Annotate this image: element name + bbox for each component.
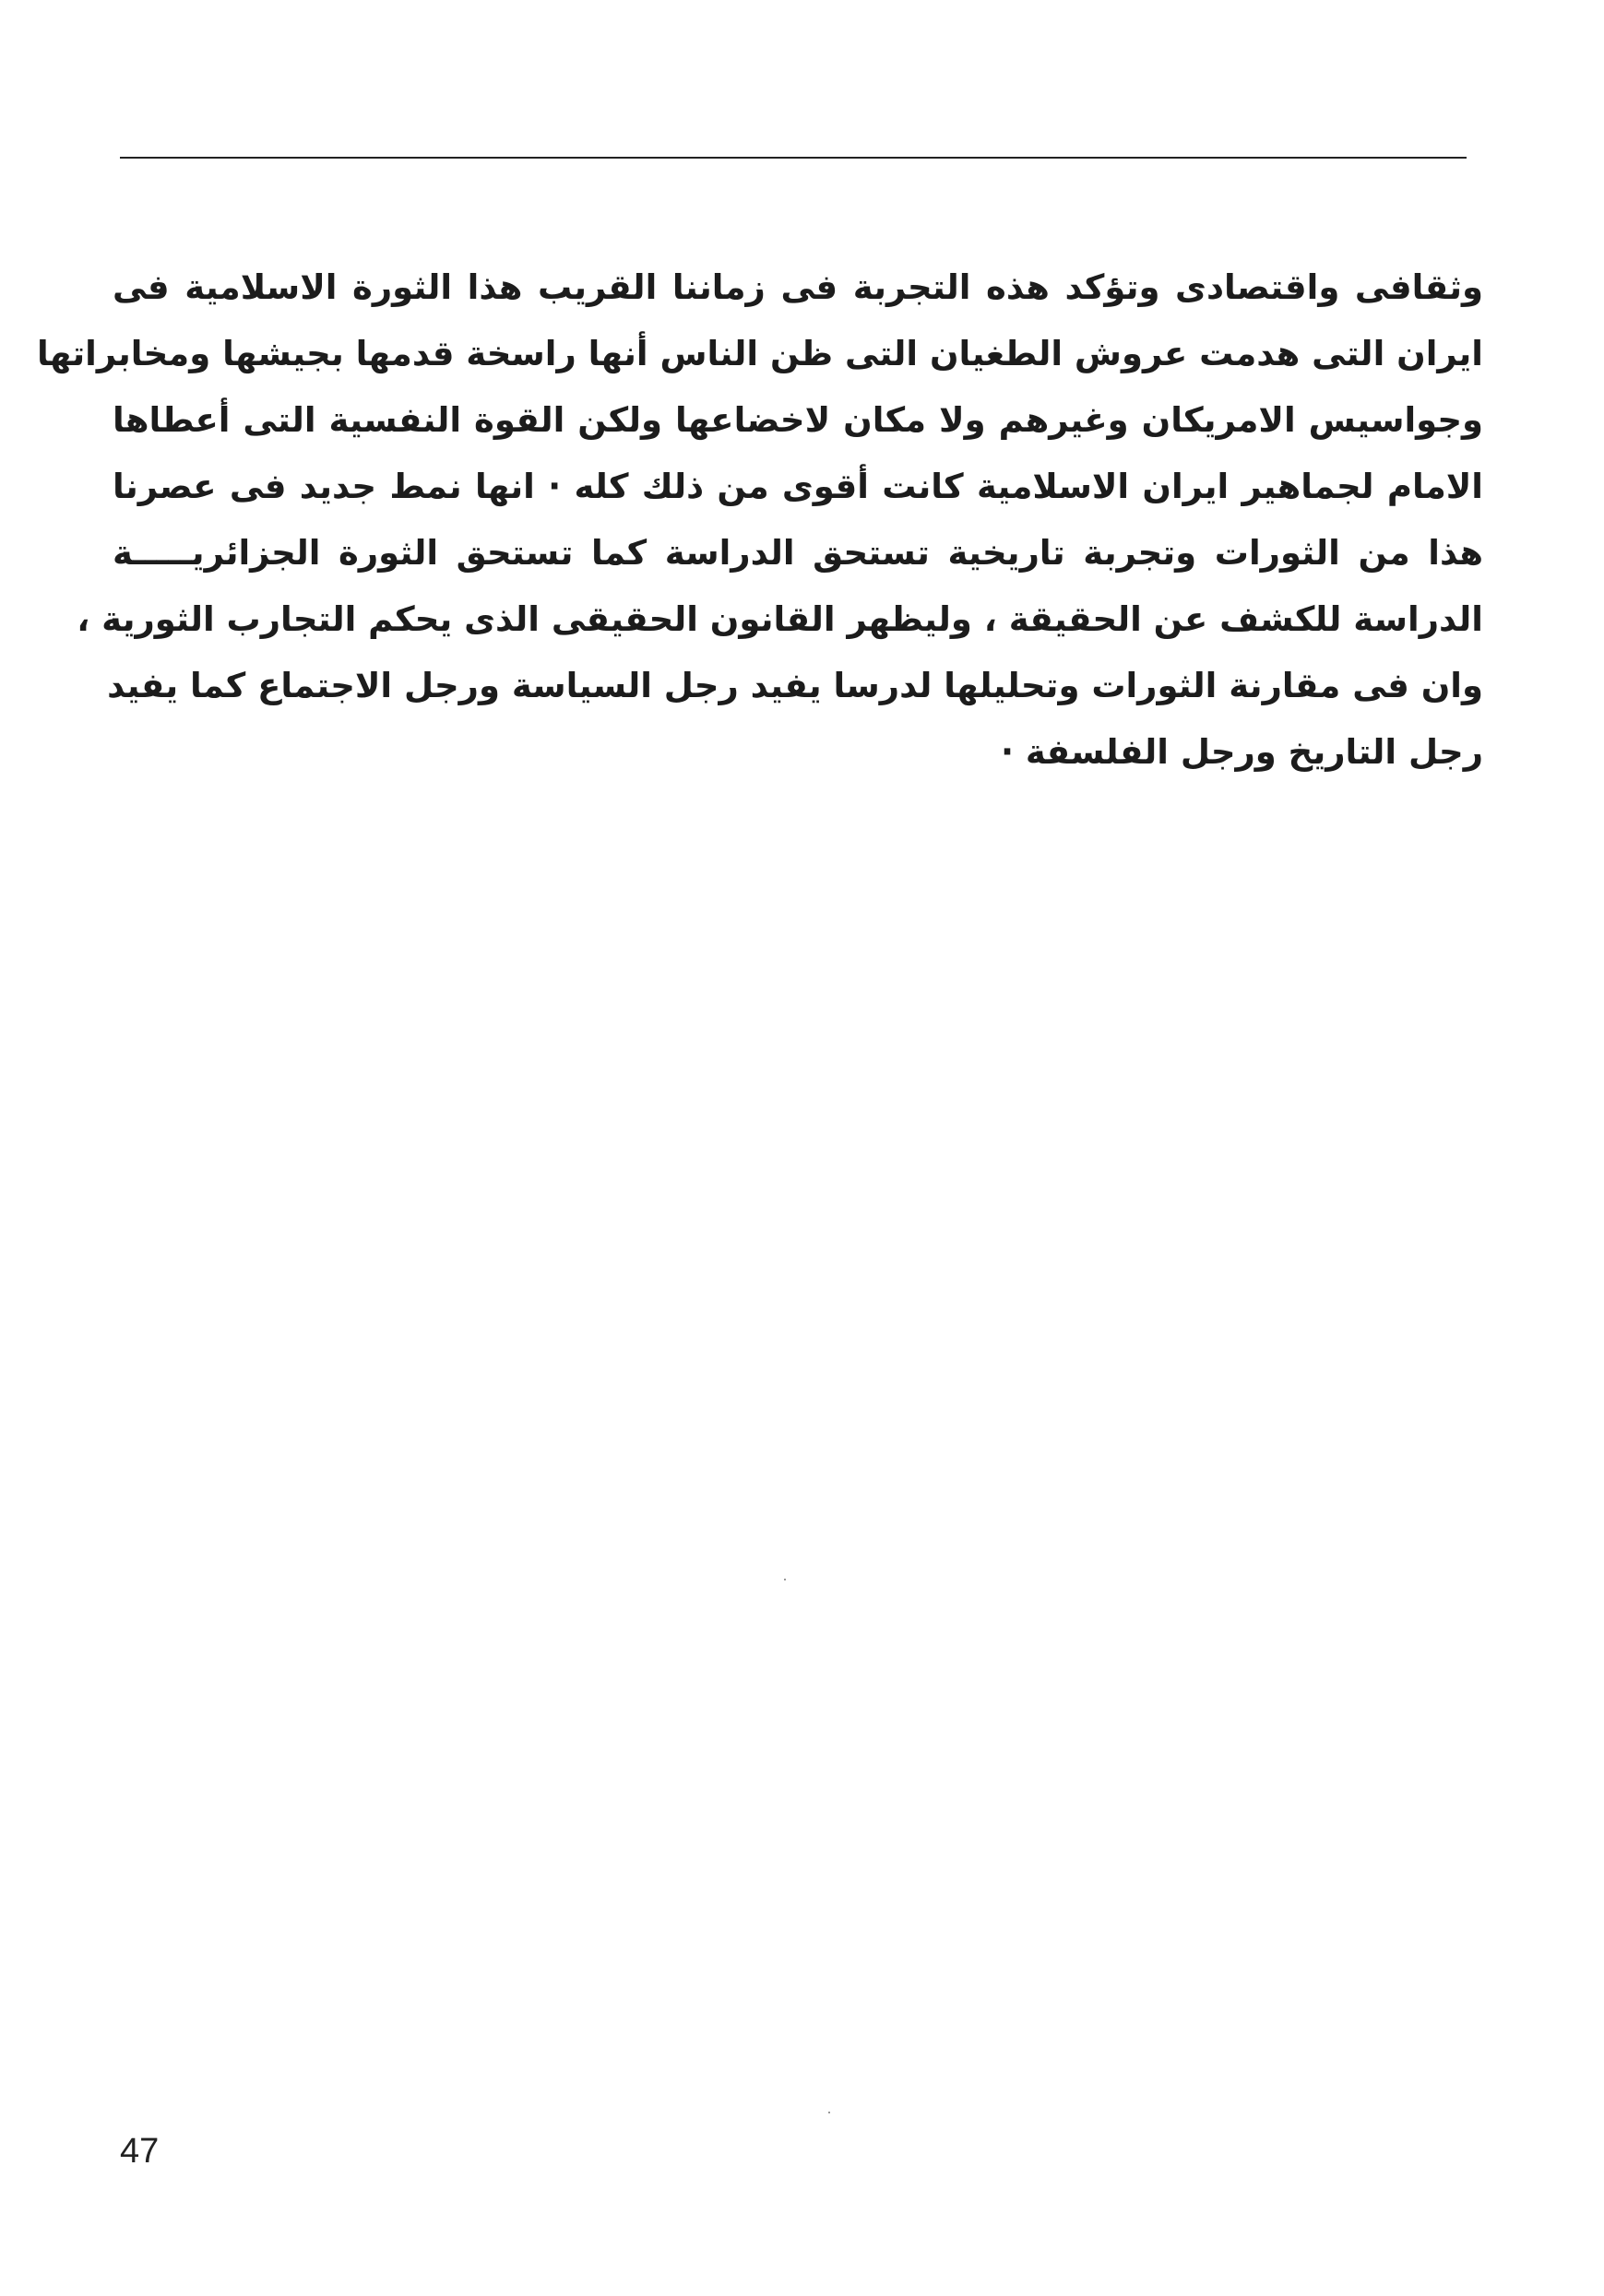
text-line-8: رجل التاريخ ورجل الفلسفة · <box>1000 732 1483 772</box>
scan-speck <box>828 2112 830 2113</box>
text-line-7: وان فى مقارنة الثورات وتحليلها لدرسا يفيد رجل السياسة ورجل الاجتماع كما يفيد <box>107 666 1483 705</box>
header-rule <box>120 157 1467 159</box>
text-line-4: الامام لجماهير ايران الاسلامية كانت أقوى من ذلك كله · انها نمط جديد فى عصرنا <box>113 467 1483 506</box>
page-number: 47 <box>120 2132 160 2171</box>
text-line-1: وثقافى واقتصادى وتؤكد هذه التجربة فى زماننا القريب هذا الثورة الاسلامية فى <box>113 267 1483 307</box>
body-paragraph <box>36 254 1483 786</box>
text-line-3: وجواسيس الامريكان وغيرهم ولا مكان لاخضاعها ولكن القوة النفسية التى أعطاها <box>113 400 1483 440</box>
text-line-6: الدراسة للكشف عن الحقيقة ، وليظهر القانون الحقيقى الذى يحكم التجارب الثورية ، <box>77 599 1483 639</box>
text-line-2: ايران التى هدمت عروش الطغيان التى ظن الناس أنها راسخة قدمها بجيشها ومخابراتها <box>36 334 1483 373</box>
scan-speck <box>784 1579 786 1580</box>
text-line-5: هذا من الثورات وتجربة تاريخية تستحق الدراسة كما تستحق الثورة الجزائريـــــة <box>113 533 1483 573</box>
